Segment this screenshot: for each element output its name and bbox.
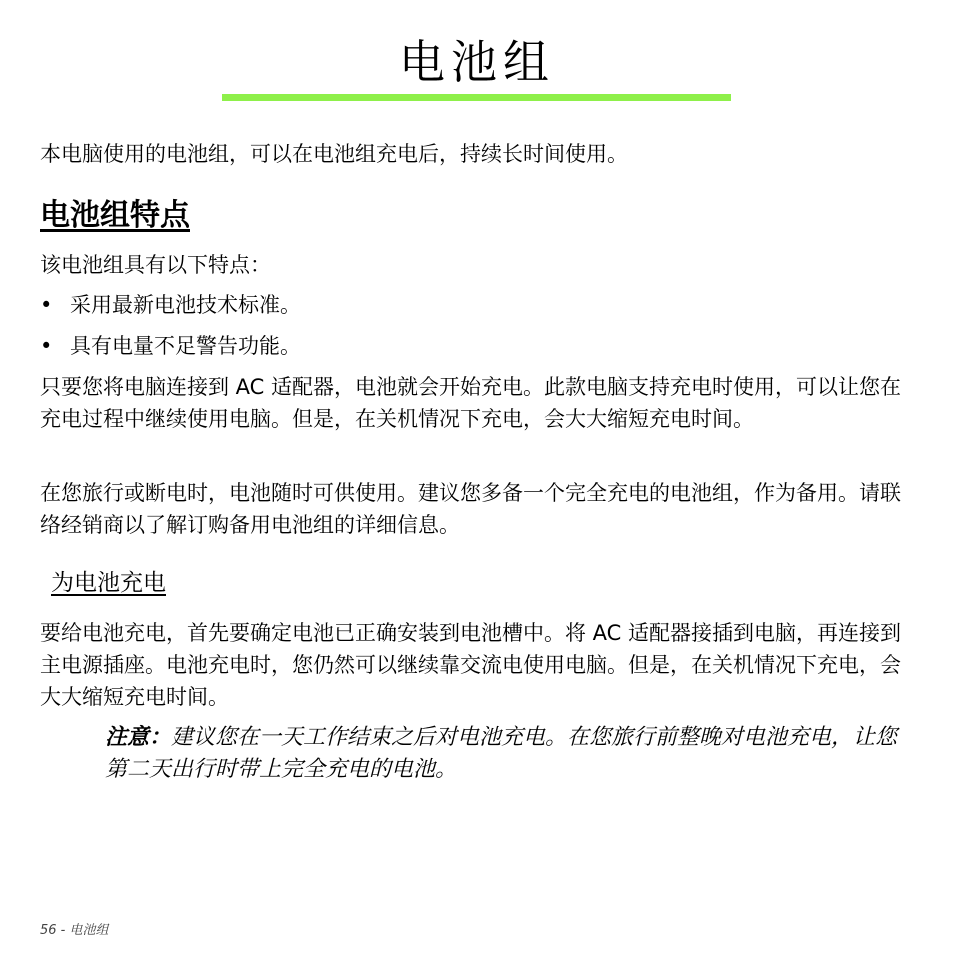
charging-instructions-paragraph: 要给电池充电，首先要确定电池已正确安装到电池槽中。将 AC 适配器接插到电脑，再连接到主电源插座。电池充电时，您仍然可以继续靠交流电使用电脑。但是，在关机情况下充电，会大大缩短充电时间。 bbox=[40, 621, 902, 709]
bullet-icon: • bbox=[40, 293, 53, 317]
bullet-icon: • bbox=[40, 334, 53, 358]
page-title: 电池组 bbox=[399, 35, 555, 89]
page-footer: 56 - 电池组 bbox=[40, 923, 109, 938]
section-heading-charging: 为电池充电 bbox=[51, 570, 166, 596]
list-item-text: 采用最新电池技术标准。 bbox=[70, 293, 301, 317]
title-underline-bar bbox=[222, 94, 731, 101]
charging-paragraph: 只要您将电脑连接到 AC 适配器，电池就会开始充电。此款电脑支持充电时使用，可以让您在充电过程中继续使用电脑。但是，在关机情况下充电，会大大缩短充电时间。 bbox=[40, 375, 902, 431]
note-label: 注意： bbox=[105, 725, 172, 750]
features-lead: 该电池组具有以下特点： bbox=[40, 253, 271, 277]
section-heading-battery-features: 电池组特点 bbox=[40, 198, 190, 233]
spare-battery-paragraph: 在您旅行或断电时，电池随时可供使用。建议您多备一个完全充电的电池组，作为备用。请联络经销商以了解订购备用电池组的详细信息。 bbox=[40, 481, 901, 537]
note-block bbox=[105, 722, 916, 786]
intro-paragraph: 本电脑使用的电池组，可以在电池组充电后，持续长时间使用。 bbox=[40, 142, 628, 166]
list-item-text: 具有电量不足警告功能。 bbox=[70, 334, 301, 358]
note-text: 建议您在一天工作结束之后对电池充电。在您旅行前整晚对电池充电，让您第二天出行时带上完全充电的电池。 bbox=[105, 725, 898, 782]
